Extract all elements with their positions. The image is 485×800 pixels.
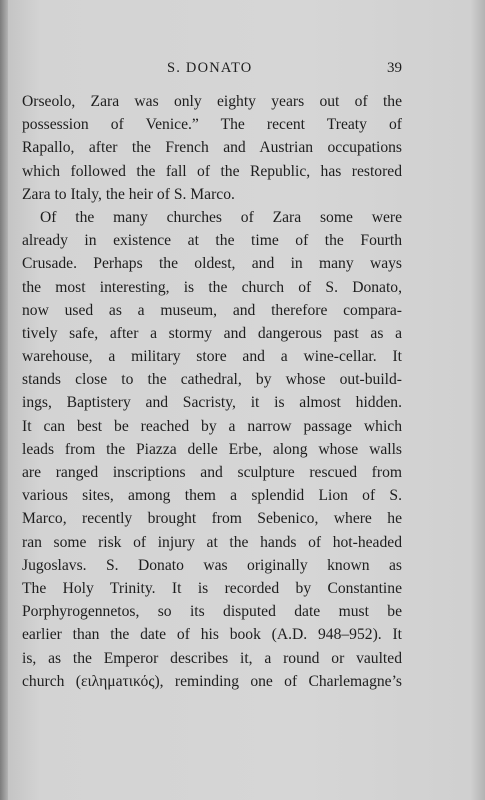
text-line: ran some risk of injury at the hands of hot-headed [22, 533, 402, 551]
text-line: church (ειλημaτικός), reminding one of Charlemagne’s [22, 672, 402, 690]
text-line: tively safe, after a stormy and dangerous past as a [22, 324, 402, 342]
text-line: already in existence at the time of the Fourth [22, 232, 402, 250]
text-line: now used as a museum, and therefore compara- [22, 301, 402, 319]
text-line: Porphyrogennetos, so its disputed date must be [22, 603, 402, 621]
page-gutter [0, 0, 8, 800]
text-line: stands close to the cathedral, by whose out-build- [22, 371, 402, 389]
text-line: ings, Baptistery and Sacristy, it is almost hidden. [22, 394, 402, 412]
text-line: Marco, recently brought from Sebenico, where he [22, 510, 402, 528]
text-line: Of the many churches of Zara some were [40, 208, 402, 226]
page-number: 39 [387, 60, 402, 76]
text-line: The Holy Trinity. It is recorded by Constantine [22, 579, 402, 597]
text-line: possession of Venice.” The recent Treaty of [22, 116, 402, 134]
text-line: the most interesting, is the church of S. Donato, [22, 278, 402, 296]
page-edge-shadow [471, 0, 485, 800]
text-line: earlier than the date of his book (A.D. 948–952). It [22, 626, 402, 644]
text-line: is, as the Emperor describes it, a round or vaulted [22, 649, 402, 667]
text-line: Rapallo, after the French and Austrian occupations [22, 139, 402, 157]
text-line: are ranged inscriptions and sculpture rescued from [22, 464, 402, 481]
text-line: warehouse, a military store and a wine-cellar. It [22, 348, 402, 366]
text-line: Crusade. Perhaps the oldest, and in many ways [22, 255, 402, 273]
text-line: leads from the Piazza delle Erbe, along whose walls [22, 440, 402, 458]
body-text [22, 90, 402, 693]
text-line: Zara to Italy, the heir of S. Marco. [22, 185, 235, 203]
text-line: Orseolo, Zara was only eighty years out of the [22, 93, 402, 110]
page-header [22, 60, 402, 80]
running-head: S. DONATO [167, 60, 253, 76]
text-line: Jugoslavs. S. Donato was originally known as [22, 556, 402, 574]
text-line: various sites, among them a splendid Lion of S. [22, 487, 402, 505]
text-line: which followed the fall of the Republic, has restored [22, 162, 402, 180]
text-line: It can best be reached by a narrow passage which [22, 417, 402, 435]
